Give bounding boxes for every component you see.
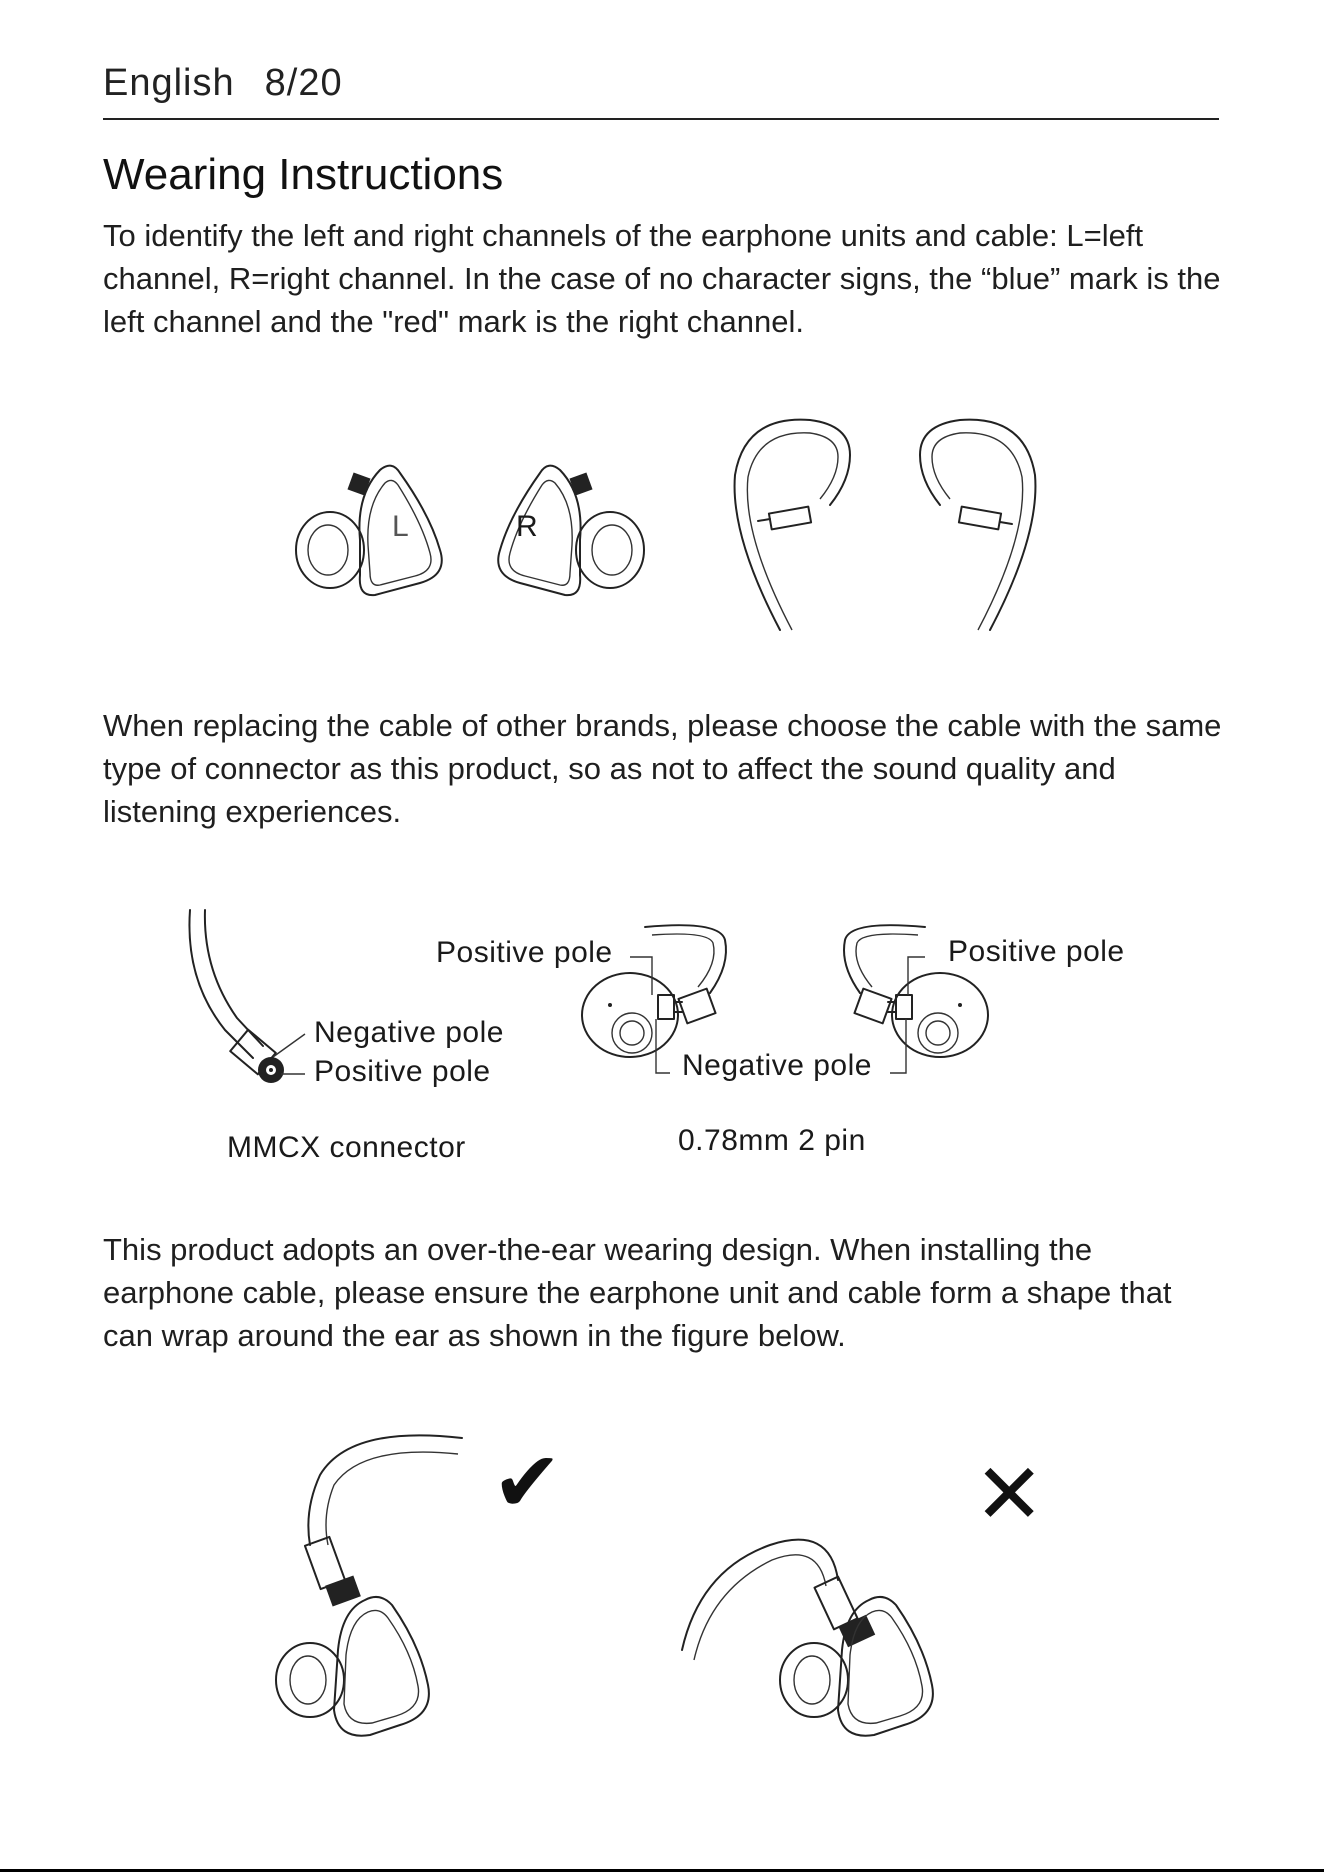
left-cable-plug <box>758 507 811 530</box>
correct-check-icon: ✔ <box>492 1435 563 1529</box>
cable-illustration <box>720 415 1050 635</box>
correct-wearing-illustration <box>270 1430 470 1760</box>
mmcx-connector-illustration <box>185 910 315 1095</box>
left-earphone-unit <box>296 466 442 596</box>
left-channel-mark: L <box>392 510 410 543</box>
incorrect-wearing-illustration <box>680 1520 970 1760</box>
right-cable-plug <box>959 507 1012 530</box>
earphone-units-illustration <box>280 455 660 605</box>
incorrect-cross-icon: ✕ <box>974 1447 1045 1541</box>
pin-positive-label-right: Positive pole <box>948 935 1125 968</box>
page-number: 8/20 <box>264 62 343 104</box>
channel-identification-text: To identify the left and right channels of the earphone units and cable: L=left channel, R=right channel. In the case of no character signs, the “blue” mark is the left channel and the "red" mark is the right channel. <box>103 218 1221 339</box>
mmcx-caption: MMCX connector <box>227 1131 466 1164</box>
right-channel-mark: R <box>516 510 539 543</box>
pin-caption: 0.78mm 2 pin <box>678 1124 866 1157</box>
language-label: English <box>103 62 235 104</box>
mmcx-negative-label: Negative pole <box>314 1016 504 1049</box>
wearing-design-text: This product adopts an over-the-ear wearing design. When installing the earphone cable, please ensure the earphone unit and cable form a shape that can wrap around the ear as shown in the figure below. <box>103 1232 1172 1353</box>
connector-advice-text: When replacing the cable of other brands, please choose the cable with the same type of connector as this product, so as not to affect the sound quality and listening experiences. <box>103 708 1222 829</box>
pin-positive-label-left: Positive pole <box>436 936 613 969</box>
page-header <box>103 62 343 105</box>
pin-negative-label: Negative pole <box>682 1049 872 1082</box>
mmcx-positive-label: Positive pole <box>314 1055 491 1088</box>
section-title: Wearing Instructions <box>103 150 504 199</box>
header-divider <box>103 118 1219 120</box>
